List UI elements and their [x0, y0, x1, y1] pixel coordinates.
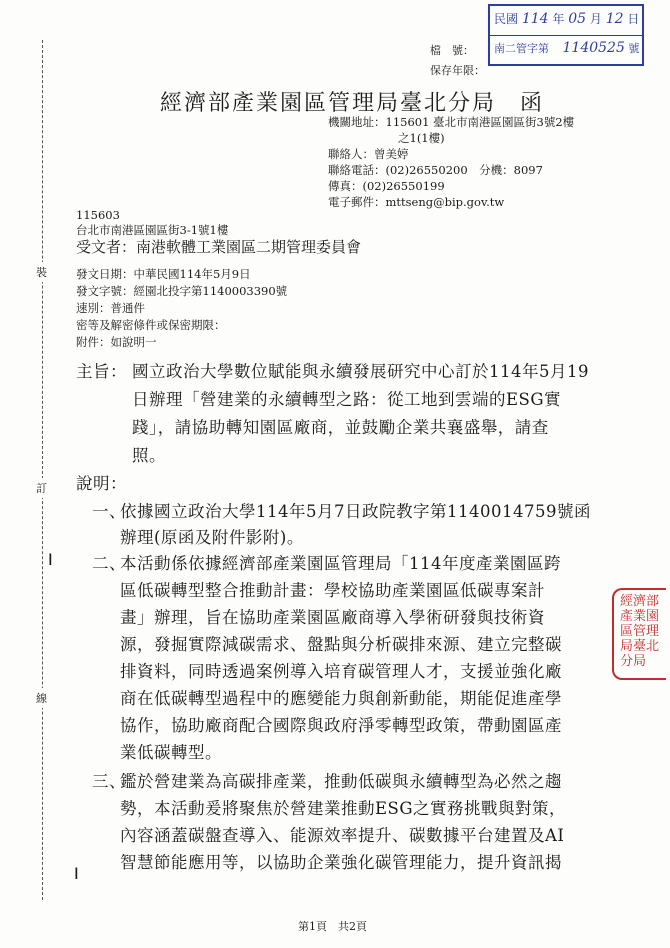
item-line: 依據國立政治大學114年5月7日政院教字第1140014759號函: [120, 502, 591, 521]
binding-line: [42, 40, 43, 900]
item-line: 區低碳轉型整合推動計畫：學校協助產業園區低碳專案計: [120, 581, 545, 600]
binding-mark-xian: 線: [36, 688, 47, 708]
retention-label: 保存年限：: [430, 64, 485, 77]
item-line: 源，發掘實際減碳需求、盤點與分析碳排來源、建立完整碳: [120, 635, 562, 654]
explanation-label: 說明：: [76, 474, 127, 493]
receipt-number: 南二管字第 1140525 號: [494, 40, 640, 56]
binding-mark-ding: 訂: [36, 478, 47, 498]
subject-line: 國立政治大學數位賦能與永續發展研究中心訂於114年5月19: [132, 362, 589, 381]
document-title: 經濟部產業園區管理局臺北分局 函: [160, 91, 545, 116]
issue-date: 發文日期：中華民國114年5月9日: [76, 267, 251, 281]
sender-address-cont: 之1(1樓): [398, 131, 445, 145]
recipient: 受文者：南港軟體工業園區二期管理委員會: [76, 238, 362, 256]
item-line: 排資料，同時透過案例導入培育碳管理人才，支援並強化廠: [120, 662, 562, 681]
item-line: 鑑於營建業為高碳排產業，推動低碳與永續轉型為必然之趨: [120, 772, 562, 791]
item-line: 辦理(原函及附件影附)。: [120, 528, 304, 547]
item-line: 商在低碳轉型過程中的應變能力與創新動能，期能促進產學: [120, 689, 562, 708]
item-line: 本活動係依據經濟部產業園區管理局「114年度產業園區跨: [120, 554, 561, 573]
item-line: 智慧節能應用等，以協助企業強化碳管理能力，提升資訊揭: [120, 853, 562, 872]
margin-tick-mark: ǀ: [74, 864, 79, 883]
contact-person: 聯絡人：曾美婷: [328, 147, 409, 161]
subject-line: 日辦理「營建業的永續轉型之路：從工地到雲端的ESG實: [132, 390, 562, 409]
subject-line: 照。: [132, 446, 166, 465]
receiver-postcode: 115603: [76, 208, 120, 222]
delivery-speed: 速別：普通件: [76, 301, 145, 315]
item-line: 內容涵蓋碳盤查導入、能源效率提升、碳數據平台建置及AI: [120, 826, 565, 845]
receipt-date: 民國 114 年 05 月 12 日: [494, 11, 640, 27]
item-line: 業低碳轉型。: [120, 743, 222, 762]
subject-line: 踐」，請協助轉知園區廠商，並鼓勵企業共襄盛舉，請查: [132, 418, 549, 437]
sender-address: 機關地址：115601 臺北市南港區園區街3號2樓: [328, 115, 575, 129]
official-seal: 經濟部產業園區管理局臺北分局: [612, 588, 666, 680]
item-line: 協作，協助廠商配合國際與政府淨零轉型政策，帶動園區產: [120, 716, 562, 735]
margin-tick-mark: ǀ: [48, 550, 53, 569]
item-line: 畫」辦理，旨在協助產業園區廠商導入學術研發與技術資: [120, 608, 545, 627]
item-number: 二、: [92, 554, 126, 573]
receipt-stamp: [488, 4, 644, 66]
item-line: 勢，本活動爰將聚焦於營建業推動ESG之實務挑戰與對策，: [120, 799, 567, 818]
page-indicator: 第1頁 共2頁: [298, 920, 367, 933]
contact-phone: 聯絡電話：(02)26550200 分機：8097: [328, 163, 543, 177]
file-number-label: 檔 號：: [430, 44, 474, 57]
subject-label: 主旨：: [76, 362, 127, 381]
binding-mark-zhuang: 裝: [36, 262, 47, 282]
attachment: 附件：如說明一: [76, 335, 157, 349]
contact-email: 電子郵件：mttseng@bip.gov.tw: [328, 195, 505, 209]
classification: 密等及解密條件或保密期限：: [76, 318, 226, 332]
issue-number: 發文字號：經園北投字第1140003390號: [76, 284, 288, 298]
item-number: 三、: [92, 772, 126, 791]
contact-fax: 傳真：(02)26550199: [328, 179, 445, 193]
item-number: 一、: [92, 502, 126, 521]
receiver-street: 台北市南港區園區街3-1號1樓: [76, 223, 229, 237]
